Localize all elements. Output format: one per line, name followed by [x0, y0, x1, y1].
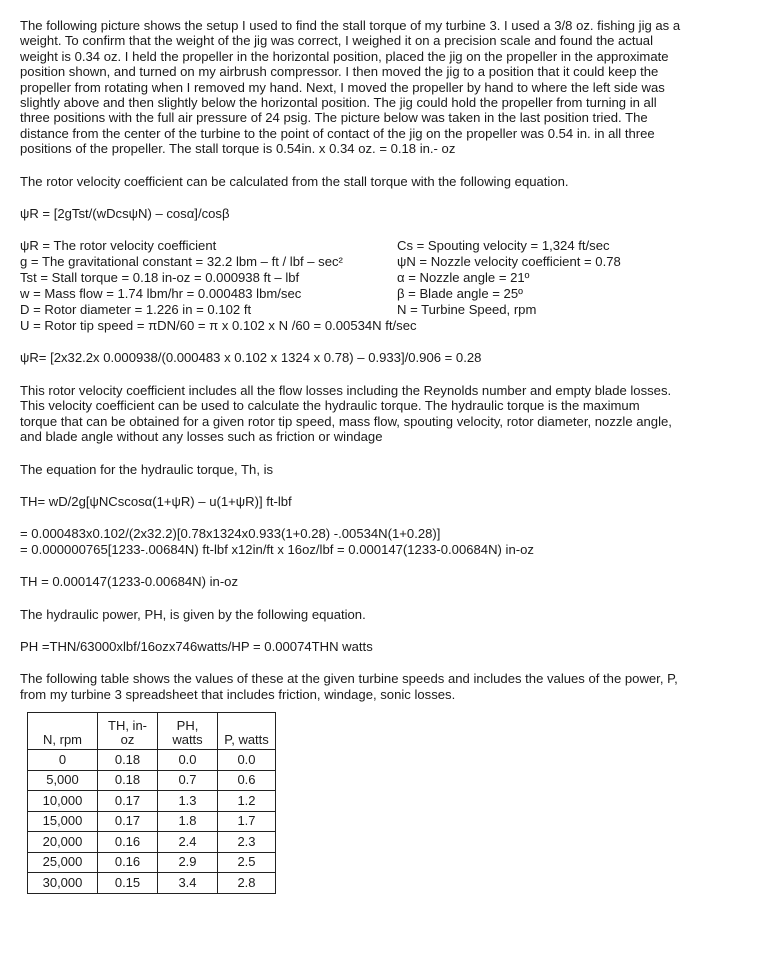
hydraulic-power-equation: PH =THN/63000xlbf/16ozx746watts/HP = 0.00074THN watts	[20, 638, 373, 654]
definition-left: Tst = Stall torque = 0.18 in-oz = 0.000938 ft – lbf	[20, 270, 300, 286]
definition-left: ψR = The rotor velocity coefficient	[20, 238, 217, 254]
cell-power: 0.0	[218, 750, 276, 771]
cell-torque: 0.16	[98, 852, 158, 873]
header-speed: N, rpm	[28, 713, 98, 750]
intro-line: The following picture shows the setup I used to find the stall torque of my turbine 3. I used a 3/8 oz. fishing jig as a	[20, 18, 681, 33]
definition-row	[20, 254, 755, 270]
definition-right: ψN = Nozzle velocity coefficient = 0.78	[397, 254, 621, 270]
hydraulic-torque-calculation	[20, 526, 755, 557]
intro-line: slightly above and then slightly below the horizontal position. The jig could hold the propeller from turning in all	[20, 95, 657, 111]
cell-hydraulic-power: 1.8	[158, 811, 218, 832]
intro-line: propeller from rotating when I removed my hand. Next, I moved the propeller by hand to where the left side was	[20, 79, 665, 95]
definition-row	[20, 318, 755, 334]
cell-hydraulic-power: 1.3	[158, 791, 218, 812]
cell-hydraulic-power: 2.9	[158, 852, 218, 873]
cell-power: 1.2	[218, 791, 276, 812]
hydraulic-torque-intro: The equation for the hydraulic torque, Th, is	[20, 461, 274, 477]
cell-torque: 0.16	[98, 832, 158, 853]
document-page	[20, 18, 755, 894]
definition-row	[20, 302, 755, 318]
coefficient-line: This velocity coefficient can be used to calculate the hydraulic torque. The hydraulic torque is the maximum	[20, 398, 640, 414]
intro-line: position shown, and turned on my airbrush compressor. I then moved the jig to a position that it could keep the	[20, 64, 659, 80]
table-row	[28, 811, 276, 832]
table-intro-line: from my turbine 3 spreadsheet that includes friction, windage, sonic losses.	[20, 686, 456, 702]
cell-hydraulic-power: 2.4	[158, 832, 218, 853]
calculation-line: = 0.000000765[1233-.00684N) ft-lbf x12in/ft x 16oz/lbf = 0.000147(1233-0.00684N) in-oz	[20, 541, 534, 557]
table-row	[28, 873, 276, 894]
cell-power: 2.3	[218, 832, 276, 853]
coefficient-line: torque that can be obtained for a given rotor tip speed, mass flow, spouting velocity, rotor diameter, nozzle angle,	[20, 413, 672, 429]
cell-hydraulic-power: 0.0	[158, 750, 218, 771]
cell-power: 2.5	[218, 852, 276, 873]
definition-right: N = Turbine Speed, rpm	[397, 302, 537, 318]
cell-hydraulic-power: 3.4	[158, 873, 218, 894]
intro-paragraph	[20, 18, 755, 157]
cell-hydraulic-power: 0.7	[158, 770, 218, 791]
cell-power: 0.6	[218, 770, 276, 791]
cell-power: 2.8	[218, 873, 276, 894]
intro-line: distance from the center of the turbine to the point of contact of the jig on the propeller was 0.54 in. in all three	[20, 125, 655, 141]
coefficient-line: This rotor velocity coefficient includes all the flow losses including the Reynolds number and empty blade losses.	[20, 382, 672, 398]
definition-right: α = Nozzle angle = 21º	[397, 270, 530, 286]
header-hydraulic-power: PH, watts	[158, 713, 218, 750]
table-row	[28, 791, 276, 812]
rotor-calculation: ψR= [2x32.2x 0.000938/(0.000483 x 0.102 x 1324 x 0.78) – 0.933]/0.906 = 0.28	[20, 350, 482, 366]
variable-definitions	[20, 238, 755, 334]
cell-speed: 20,000	[28, 832, 98, 853]
cell-speed: 5,000	[28, 770, 98, 791]
intro-line: weight. To confirm that the weight of the jig was correct, I weighed it on a precision scale and found the actual	[20, 33, 653, 49]
definition-left: D = Rotor diameter = 1.226 in = 0.102 ft	[20, 302, 252, 318]
cell-speed: 10,000	[28, 791, 98, 812]
intro-line: positions of the propeller. The stall torque is 0.54in. x 0.34 oz. = 0.18 in.- oz	[20, 141, 456, 157]
calculation-line: = 0.000483x0.102/(2x32.2)[0.78x1324x0.933(1+0.28) -.00534N(1+0.28)]	[20, 526, 441, 542]
intro-line: three positions with the full air pressure of 24 psig. The picture below was taken in the last position tried. The	[20, 110, 648, 126]
table-header-row	[28, 713, 276, 750]
cell-power: 1.7	[218, 811, 276, 832]
header-power: P, watts	[218, 713, 276, 750]
header-hydraulic-torque: TH, in-oz	[98, 713, 158, 750]
table-row	[28, 832, 276, 853]
cell-speed: 15,000	[28, 811, 98, 832]
table-intro-line: The following table shows the values of these at the given turbine speeds and includes the values of the power, P,	[20, 671, 678, 687]
cell-speed: 0	[28, 750, 98, 771]
definition-left: g = The gravitational constant = 32.2 lbm – ft / lbf – sec²	[20, 254, 343, 270]
definition-left: U = Rotor tip speed = πDN/60 = π x 0.102 x N /60 = 0.00534N ft/sec	[20, 318, 417, 334]
table-row	[28, 750, 276, 771]
cell-torque: 0.17	[98, 791, 158, 812]
definition-row	[20, 270, 755, 286]
definition-right: Cs = Spouting velocity = 1,324 ft/sec	[397, 238, 610, 254]
definition-row	[20, 286, 755, 302]
intro-line: weight is 0.34 oz. I held the propeller in the horizontal position, placed the jig on the propeller in the approximate	[20, 48, 669, 64]
hydraulic-torque-equation: TH= wD/2g[ψNCscosα(1+ψR) – u(1+ψR)] ft-lbf	[20, 493, 292, 509]
table-intro	[20, 671, 755, 702]
definition-row	[20, 238, 755, 254]
results-table	[27, 712, 276, 894]
coefficient-line: and blade angle without any losses such as friction or windage	[20, 429, 383, 445]
table-row	[28, 852, 276, 873]
hydraulic-power-intro: The hydraulic power, PH, is given by the following equation.	[20, 606, 366, 622]
rotor-intro-text: The rotor velocity coefficient can be calculated from the stall torque with the following equation.	[20, 173, 569, 189]
table-row	[28, 770, 276, 791]
rotor-equation: ψR = [2gTst/(wDcsψN) – cosα]/cosβ	[20, 206, 230, 222]
hydraulic-torque-result: TH = 0.000147(1233-0.00684N) in-oz	[20, 574, 239, 590]
cell-speed: 25,000	[28, 852, 98, 873]
cell-torque: 0.18	[98, 770, 158, 791]
cell-torque: 0.17	[98, 811, 158, 832]
cell-torque: 0.18	[98, 750, 158, 771]
definition-right: β = Blade angle = 25º	[397, 286, 523, 302]
cell-torque: 0.15	[98, 873, 158, 894]
coefficient-paragraph	[20, 383, 755, 445]
cell-speed: 30,000	[28, 873, 98, 894]
definition-left: w = Mass flow = 1.74 lbm/hr = 0.000483 lbm/sec	[20, 286, 302, 302]
